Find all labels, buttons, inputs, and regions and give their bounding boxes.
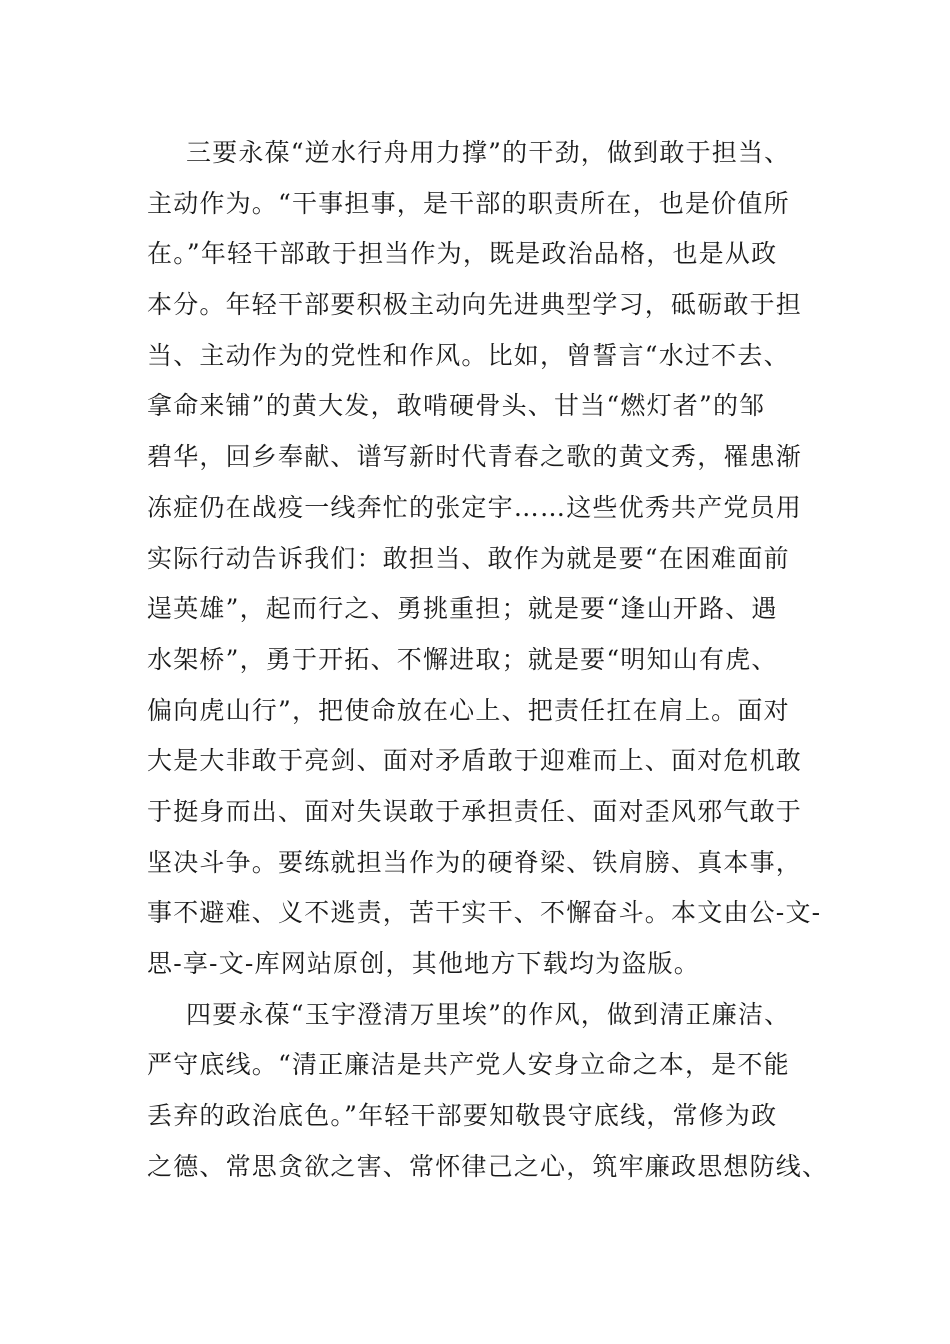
paragraph-2-line-4: 之德、常思贪欲之害、常怀律己之心，筑牢廉政思想防线、 <box>147 1151 829 1181</box>
paragraph-1-line-7: 碧华，回乡奉献、谱写新时代青春之歌的黄文秀，罹患渐 <box>147 442 803 472</box>
paragraph-1-line-17: 思-享-文-库网站原创，其他地方下载均为盗版。 <box>147 949 700 978</box>
document-body <box>147 128 829 1192</box>
paragraph-1-line-12: 偏向虎山行”，把使命放在心上、把责任扛在肩上。面对 <box>147 695 790 725</box>
paragraph-1-line-16: 事不避难、义不逃责，苦干实干、不懈奋斗。本文由公-文- <box>147 898 822 928</box>
paragraph-1-line-8: 冻症仍在战疫一线奔忙的张定宇……这些优秀共产党员用 <box>147 492 803 522</box>
paragraph-1-line-13: 大是大非敢于亮剑、面对矛盾敢于迎难而上、面对危机敢 <box>147 746 803 776</box>
paragraph-1-line-3: 在。”年轻干部敢于担当作为，既是政治品格，也是从政 <box>147 239 778 269</box>
paragraph-1-line-9: 实际行动告诉我们：敢担当、敢作为就是要“在困难面前 <box>147 543 790 573</box>
paragraph-1-line-11: 水架桥”，勇于开拓、不懈进取；就是要“明知山有虎、 <box>147 644 778 674</box>
paragraph-2-line-2: 严守底线。“清正廉洁是共产党人安身立命之本，是不能 <box>147 1050 790 1080</box>
paragraph-1-line-5: 当、主动作为的党性和作风。比如，曾誓言“水过不去、 <box>147 340 790 370</box>
paragraph-2-line-1: 四要永葆“玉宇澄清万里埃”的作风，做到清正廉洁、 <box>186 999 791 1029</box>
paragraph-1-line-10: 逞英雄”，起而行之、勇挑重担；就是要“逢山开路、遇 <box>147 594 778 624</box>
paragraph-1-line-15: 坚决斗争。要练就担当作为的硬脊梁、铁肩膀、真本事， <box>147 847 803 877</box>
paragraph-2-line-3: 丢弃的政治底色。”年轻干部要知敬畏守底线，常修为政 <box>147 1101 778 1131</box>
paragraph-1-line-2: 主动作为。“干事担事，是干部的职责所在，也是价值所 <box>147 188 790 218</box>
paragraph-1-line-6: 拿命来铺”的黄大发，敢啃硬骨头、甘当“燃灯者”的邹 <box>147 391 766 421</box>
paragraph-1-line-4: 本分。年轻干部要积极主动向先进典型学习，砥砺敢于担 <box>147 290 803 320</box>
paragraph-1-line-14: 于挺身而出、面对失误敢于承担责任、面对歪风邪气敢于 <box>147 796 803 826</box>
paragraph-1-line-1: 三要永葆“逆水行舟用力撑”的干劲，做到敢于担当、 <box>186 138 791 167</box>
